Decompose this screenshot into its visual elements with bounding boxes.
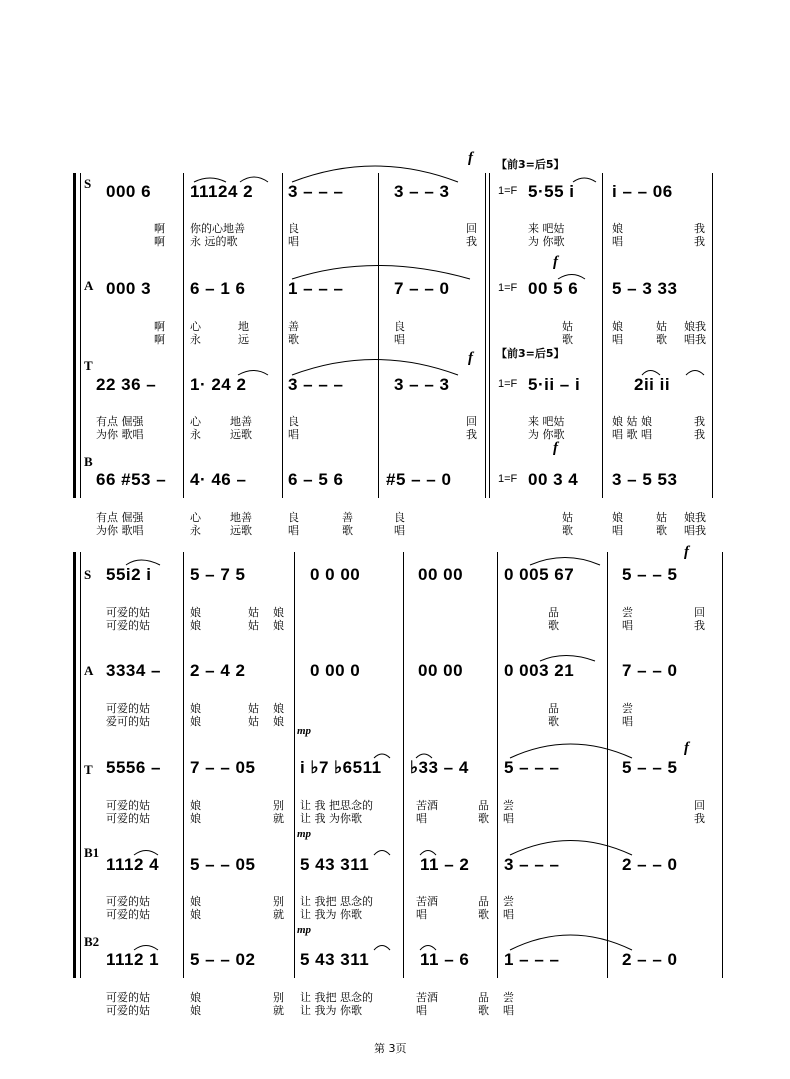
lyric: 让 我 为你歌 bbox=[300, 812, 362, 825]
lyric: 让 我为 你歌 bbox=[300, 908, 362, 921]
key-signature: 1=F bbox=[498, 282, 518, 294]
s2-tenor-m4: ♭33 – 4 bbox=[410, 758, 469, 777]
lyric: 啊 bbox=[154, 235, 165, 248]
slur bbox=[686, 371, 704, 376]
s2-alto-m5: 0 003 21 bbox=[504, 661, 575, 680]
lyric: 啊 bbox=[154, 320, 165, 333]
s1-bass-m5: 00 3 4 bbox=[528, 470, 579, 489]
s2-soprano-m3: 0 0 00 bbox=[310, 565, 361, 584]
s1-soprano-m2: 11124 2 bbox=[190, 182, 254, 201]
slur bbox=[374, 754, 390, 758]
lyric: 我 bbox=[466, 235, 477, 248]
lyric: 让 我把 思念的 bbox=[300, 895, 373, 908]
lyric: 啊 bbox=[154, 222, 165, 235]
lyric: 娘 bbox=[190, 991, 201, 1004]
s2-soprano-m6: 5 – – 5 bbox=[622, 565, 678, 584]
lyric: 为你 歌唱 bbox=[96, 428, 144, 441]
slur bbox=[292, 360, 458, 376]
lyric: 我 bbox=[694, 812, 705, 825]
lyric: 心 bbox=[190, 320, 201, 333]
lyric: 尝 bbox=[622, 606, 633, 619]
lyric: 为 你歌 bbox=[528, 235, 565, 248]
s1-soprano-m3: 3 – – – bbox=[288, 182, 344, 201]
modulation-box: 【前3=后5】 bbox=[496, 158, 565, 171]
forte-mark: f bbox=[468, 150, 473, 166]
lyric: 姑 bbox=[248, 619, 259, 632]
lyric: 回 bbox=[694, 606, 705, 619]
lyric: 良 bbox=[288, 511, 299, 524]
s2-tenor-m1: 5556 – bbox=[106, 758, 161, 777]
lyric: 娘 bbox=[612, 511, 623, 524]
lyric: 品 bbox=[478, 895, 489, 908]
slur bbox=[642, 371, 660, 376]
lyric: 我 bbox=[694, 415, 705, 428]
lyric: 心 bbox=[190, 415, 201, 428]
s2-bass2-m5: 1 – – – bbox=[504, 950, 560, 969]
lyric: 永 bbox=[190, 333, 201, 346]
s1-tenor-m1: 22 36 – bbox=[96, 375, 157, 394]
lyric: 娘我 bbox=[684, 511, 706, 524]
s2-soprano-m4: 00 00 bbox=[418, 565, 464, 584]
lyric: 姑 bbox=[248, 702, 259, 715]
lyric: 苦酒 bbox=[416, 895, 438, 908]
s2-tenor-m6: 5 – – 5 bbox=[622, 758, 678, 777]
lyric: 娘 bbox=[612, 222, 623, 235]
lyric: 唱我 bbox=[684, 524, 706, 537]
lyric: 唱 bbox=[612, 524, 623, 537]
slur bbox=[510, 935, 632, 950]
lyric: 良 bbox=[394, 320, 405, 333]
slur bbox=[510, 744, 632, 758]
voice-label-bass: B bbox=[84, 454, 93, 469]
key-signature: 1=F bbox=[498, 473, 518, 485]
s1-tenor-m4: 3 – – 3 bbox=[394, 375, 450, 394]
lyric: 歌 bbox=[562, 333, 573, 346]
lyric: 你的心地善 bbox=[190, 222, 245, 235]
slur bbox=[292, 166, 458, 182]
lyric: 姑 bbox=[656, 511, 667, 524]
slur bbox=[374, 851, 390, 856]
slur bbox=[126, 560, 160, 565]
lyric: 可爱的姑 bbox=[106, 1004, 150, 1017]
lyric: 别 bbox=[273, 799, 284, 812]
lyric: 娘 bbox=[190, 1004, 201, 1017]
slur bbox=[530, 558, 600, 566]
lyric: 唱 bbox=[394, 524, 405, 537]
lyric: 可爱的姑 bbox=[106, 619, 150, 632]
s2-bass2-m4: 11 – 6 bbox=[420, 950, 470, 969]
slur bbox=[573, 178, 596, 182]
lyric: 我 bbox=[694, 222, 705, 235]
s1-bass-m6: 3 – 5 53 bbox=[612, 470, 678, 489]
s2-bass2-m1: 1112 1 bbox=[106, 950, 160, 969]
lyric: 唱 bbox=[416, 1004, 427, 1017]
lyric: 唱 bbox=[394, 333, 405, 346]
page-number: 第 3页 bbox=[374, 1042, 407, 1055]
voice-label-bass2: B2 bbox=[84, 934, 100, 949]
voice-label-tenor: T bbox=[84, 358, 93, 373]
lyric: 地善 bbox=[230, 511, 252, 524]
lyric: 尝 bbox=[503, 991, 514, 1004]
forte-mark: f bbox=[468, 350, 473, 366]
s2-tenor-m2: 7 – – 05 bbox=[190, 758, 256, 777]
lyric: 良 bbox=[288, 415, 299, 428]
lyric: 唱 bbox=[622, 619, 633, 632]
lyric: 歌 bbox=[478, 908, 489, 921]
lyric: 远歌 bbox=[230, 428, 252, 441]
s1-alto-m1: 000 3 bbox=[106, 279, 152, 298]
s2-bass2-m2: 5 – – 02 bbox=[190, 950, 256, 969]
lyric: 唱 bbox=[503, 1004, 514, 1017]
lyric: 歌 bbox=[562, 524, 573, 537]
lyric: 娘我 bbox=[684, 320, 706, 333]
mezzo-piano-mark: mp bbox=[297, 828, 312, 840]
modulation-box: 【前3=后5】 bbox=[496, 347, 565, 360]
s1-tenor-m2: 1· 24 2 bbox=[190, 375, 247, 394]
lyric: 娘 bbox=[190, 606, 201, 619]
lyric: 善 bbox=[288, 320, 299, 333]
lyric: 永 bbox=[190, 428, 201, 441]
s2-bass1-m2: 5 – – 05 bbox=[190, 855, 256, 874]
lyric: 让 我 把思念的 bbox=[300, 799, 373, 812]
lyric: 唱 bbox=[622, 715, 633, 728]
forte-mark: f bbox=[684, 544, 689, 560]
lyric: 娘 bbox=[190, 619, 201, 632]
lyric: 唱 bbox=[416, 812, 427, 825]
lyric: 姑 bbox=[248, 715, 259, 728]
lyric: 娘 姑 娘 bbox=[612, 415, 652, 428]
lyric: 歌 bbox=[656, 524, 667, 537]
lyric: 回 bbox=[466, 222, 477, 235]
s2-bass1-m6: 2 – – 0 bbox=[622, 855, 678, 874]
lyric: 可爱的姑 bbox=[106, 812, 150, 825]
lyric: 歌 bbox=[478, 812, 489, 825]
s2-alto-m4: 00 00 bbox=[418, 661, 464, 680]
lyric: 尝 bbox=[503, 895, 514, 908]
s1-soprano-m1: 000 6 bbox=[106, 182, 152, 201]
lyric: 娘 bbox=[190, 895, 201, 908]
forte-mark: f bbox=[553, 440, 558, 456]
s1-tenor-m6: 2ii ii bbox=[634, 375, 671, 394]
lyric: 良 bbox=[288, 222, 299, 235]
lyric: 远歌 bbox=[230, 524, 252, 537]
lyric: 品 bbox=[548, 606, 559, 619]
lyric: 娘 bbox=[190, 908, 201, 921]
lyric: 远 bbox=[238, 333, 249, 346]
lyric: 我 bbox=[694, 428, 705, 441]
slur bbox=[510, 841, 632, 856]
lyric: 苦酒 bbox=[416, 799, 438, 812]
s2-bass2-m3: 5 43 311 bbox=[300, 950, 370, 969]
slur bbox=[420, 851, 436, 856]
lyric: 唱 bbox=[288, 428, 299, 441]
voice-label-bass1: B1 bbox=[84, 845, 100, 860]
key-signature: 1=F bbox=[498, 185, 518, 197]
lyric: 娘 bbox=[273, 715, 284, 728]
lyric: 尝 bbox=[503, 799, 514, 812]
lyric: 唱 bbox=[416, 908, 427, 921]
lyric: 娘 bbox=[190, 799, 201, 812]
lyric: 歌 bbox=[342, 524, 353, 537]
lyric: 品 bbox=[478, 799, 489, 812]
lyric: 心 bbox=[190, 511, 201, 524]
lyric: 来 吧姑 bbox=[528, 222, 565, 235]
slur bbox=[416, 754, 432, 758]
s1-tenor-m3: 3 – – – bbox=[288, 375, 344, 394]
mezzo-piano-mark: mp bbox=[297, 924, 312, 936]
s1-tenor-m5: 5·ii – i bbox=[528, 375, 581, 394]
lyric: 我 bbox=[466, 428, 477, 441]
lyric: 爱可的姑 bbox=[106, 715, 150, 728]
s2-tenor-m3: i ♭7 ♭6511 bbox=[300, 758, 382, 777]
lyric: 可爱的姑 bbox=[106, 991, 150, 1004]
lyric: 娘 bbox=[190, 715, 201, 728]
slur bbox=[558, 275, 585, 280]
lyric: 啊 bbox=[154, 333, 165, 346]
voice-label-soprano: S bbox=[84, 567, 92, 582]
lyric: 娘 bbox=[273, 606, 284, 619]
lyric: 品 bbox=[478, 991, 489, 1004]
lyric: 来 吧姑 bbox=[528, 415, 565, 428]
lyric: 我 bbox=[694, 619, 705, 632]
lyric: 回 bbox=[694, 799, 705, 812]
slur bbox=[420, 946, 436, 951]
s2-bass1-m3: 5 43 311 bbox=[300, 855, 370, 874]
s2-bass1-m1: 1112 4 bbox=[106, 855, 160, 874]
lyric: 让 我为 你歌 bbox=[300, 1004, 362, 1017]
lyric: 别 bbox=[273, 991, 284, 1004]
s1-alto-m4: 7 – – 0 bbox=[394, 279, 450, 298]
lyric: 永 远的歌 bbox=[190, 235, 238, 248]
s2-soprano-m1: 55i2 i bbox=[106, 565, 152, 584]
lyric: 唱 bbox=[503, 908, 514, 921]
s2-soprano-m5: 0 005 67 bbox=[504, 565, 575, 584]
lyric: 品 bbox=[548, 702, 559, 715]
lyric: 唱 bbox=[612, 235, 623, 248]
slur bbox=[540, 656, 595, 662]
lyric: 唱我 bbox=[684, 333, 706, 346]
lyric: 回 bbox=[466, 415, 477, 428]
lyric: 我 bbox=[694, 235, 705, 248]
lyric: 可爱的姑 bbox=[106, 799, 150, 812]
slur bbox=[134, 946, 158, 951]
lyric: 就 bbox=[273, 812, 284, 825]
lyric: 就 bbox=[273, 908, 284, 921]
slur bbox=[374, 946, 390, 951]
forte-mark: f bbox=[684, 740, 689, 756]
lyric: 有点 倔强 bbox=[96, 511, 144, 524]
lyric: 就 bbox=[273, 1004, 284, 1017]
lyric: 尝 bbox=[622, 702, 633, 715]
slur bbox=[194, 178, 226, 182]
s1-bass-m2: 4· 46 – bbox=[190, 470, 247, 489]
lyric: 唱 bbox=[503, 812, 514, 825]
lyric: 姑 bbox=[562, 511, 573, 524]
lyric: 娘 bbox=[190, 812, 201, 825]
lyric: 唱 歌 唱 bbox=[612, 428, 652, 441]
lyric: 娘 bbox=[612, 320, 623, 333]
s2-alto-m6: 7 – – 0 bbox=[622, 661, 678, 680]
lyric: 歌 bbox=[656, 333, 667, 346]
lyric: 永 bbox=[190, 524, 201, 537]
s1-alto-m2: 6 – 1 6 bbox=[190, 279, 246, 298]
lyric: 为你 歌唱 bbox=[96, 524, 144, 537]
lyric: 良 bbox=[394, 511, 405, 524]
s1-alto-m5: 00 5 6 bbox=[528, 279, 579, 298]
lyric: 有点 倔强 bbox=[96, 415, 144, 428]
slur bbox=[238, 371, 268, 376]
lyric: 娘 bbox=[273, 619, 284, 632]
s2-soprano-m2: 5 – 7 5 bbox=[190, 565, 246, 584]
voice-label-alto: A bbox=[84, 663, 94, 678]
lyric: 苦酒 bbox=[416, 991, 438, 1004]
s2-tenor-m5: 5 – – – bbox=[504, 758, 560, 777]
s2-alto-m2: 2 – 4 2 bbox=[190, 661, 246, 680]
lyric: 让 我把 思念的 bbox=[300, 991, 373, 1004]
lyric: 别 bbox=[273, 895, 284, 908]
s2-alto-m1: 3334 – bbox=[106, 661, 161, 680]
slur bbox=[240, 177, 268, 182]
lyric: 可爱的姑 bbox=[106, 702, 150, 715]
voice-label-soprano: S bbox=[84, 176, 92, 191]
lyric: 可爱的姑 bbox=[106, 606, 150, 619]
s1-bass-m4: #5 – – 0 bbox=[386, 470, 452, 489]
voice-label-alto: A bbox=[84, 278, 94, 293]
lyric: 唱 bbox=[612, 333, 623, 346]
s2-bass1-m4: 11 – 2 bbox=[420, 855, 470, 874]
key-signature: 1=F bbox=[498, 378, 518, 390]
s1-bass-m3: 6 – 5 6 bbox=[288, 470, 344, 489]
s1-bass-m1: 66 #53 – bbox=[96, 470, 167, 489]
lyric: 地善 bbox=[230, 415, 252, 428]
lyric: 姑 bbox=[562, 320, 573, 333]
s1-soprano-m6: i – – 06 bbox=[612, 182, 673, 201]
forte-mark: f bbox=[553, 254, 558, 270]
lyric: 唱 bbox=[288, 235, 299, 248]
lyric: 可爱的姑 bbox=[106, 895, 150, 908]
lyric: 善 bbox=[342, 511, 353, 524]
s1-soprano-m5: 5·55 i bbox=[528, 182, 575, 201]
lyric: 娘 bbox=[190, 702, 201, 715]
lyric: 姑 bbox=[248, 606, 259, 619]
s1-alto-m3: 1 – – – bbox=[288, 279, 344, 298]
s2-bass1-m5: 3 – – – bbox=[504, 855, 560, 874]
lyric: 娘 bbox=[273, 702, 284, 715]
lyric: 为 你歌 bbox=[528, 428, 565, 441]
lyric: 姑 bbox=[656, 320, 667, 333]
s1-soprano-m4: 3 – – 3 bbox=[394, 182, 450, 201]
mezzo-piano-mark: mp bbox=[297, 725, 312, 737]
lyric: 歌 bbox=[548, 619, 559, 632]
lyric: 地 bbox=[238, 320, 249, 333]
slur bbox=[292, 266, 470, 280]
voice-label-tenor: T bbox=[84, 762, 93, 777]
lyric: 歌 bbox=[288, 333, 299, 346]
s2-alto-m3: 0 00 0 bbox=[310, 661, 361, 680]
slur bbox=[134, 851, 158, 856]
s1-alto-m6: 5 – 3 33 bbox=[612, 279, 678, 298]
lyric: 歌 bbox=[548, 715, 559, 728]
lyric: 歌 bbox=[478, 1004, 489, 1017]
lyric: 唱 bbox=[288, 524, 299, 537]
lyric: 可爱的姑 bbox=[106, 908, 150, 921]
s2-bass2-m6: 2 – – 0 bbox=[622, 950, 678, 969]
